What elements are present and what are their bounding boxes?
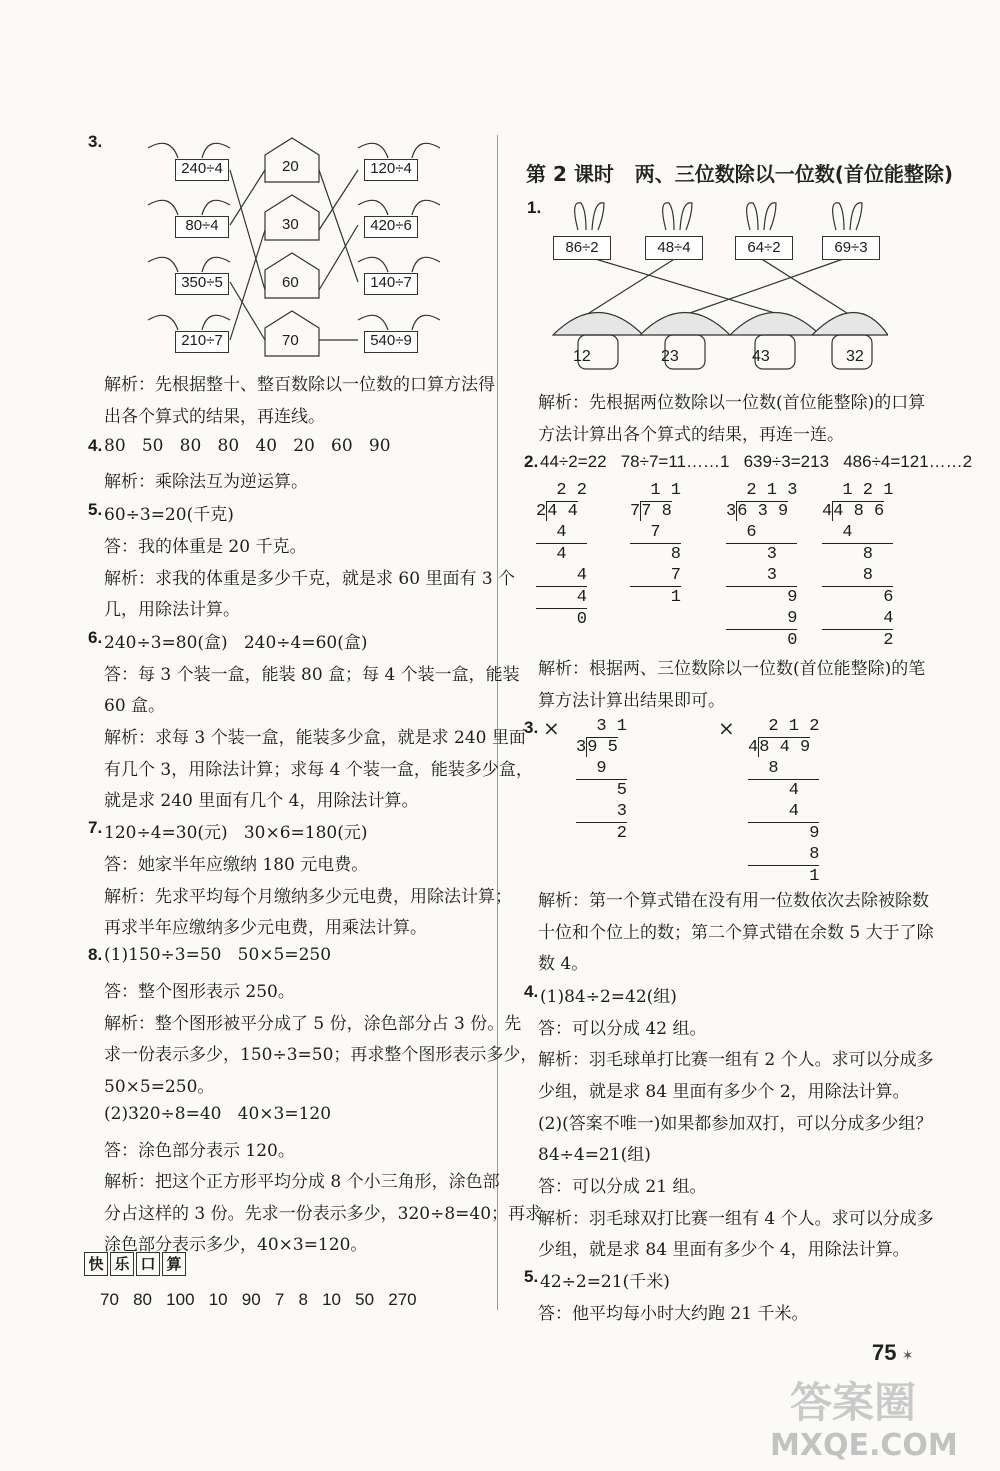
badge-char-1: 快 <box>84 1252 108 1276</box>
q5-answer: 答：我的体重是 20 千克。 <box>104 537 307 557</box>
r-q3-analysis-2: 十位和个位上的数；第二个算式错在余数 5 大于了除 <box>538 923 934 943</box>
q6-analysis-2: 有几个 3，用除法计算；求每 4 个装一盒，能装多少盒， <box>104 760 533 780</box>
bird-expr-right-1: 120÷4 <box>364 159 418 181</box>
bird-expr-1: 240÷4 <box>175 159 229 181</box>
house-value-2: 30 <box>282 216 299 233</box>
page-number: 75 <box>872 1340 897 1365</box>
r-q2-label: 2. <box>524 452 539 471</box>
q8-analysis-1-2: 求一份表示多少，150÷3=50；再求整个图形表示多少， <box>104 1045 538 1065</box>
star-icon: ✶ <box>901 1348 914 1364</box>
mushroom-value-4: 32 <box>846 348 864 365</box>
q8-equation-2: (2)320÷8=40 40×3=120 <box>104 1104 332 1124</box>
q6-answer-1: 答：每 3 个装一盒，能装 80 盒；每 4 个装一盒，能装 <box>104 665 520 685</box>
q6-equation: 240÷3=80(盒) 240÷4=60(盒) <box>104 633 368 653</box>
q6-analysis-1: 解析：求每 3 个装一盒，能装多少盒，就是求 240 里面 <box>104 728 526 748</box>
r-q4-label: 4. <box>524 982 539 1001</box>
r-q4-equation-1: (1)84÷2=42(组) <box>540 987 677 1007</box>
r-q4-answer-1: 答：可以分成 42 组。 <box>538 1019 707 1039</box>
r-q2-equations: 44÷2=22 78÷7=11……1 639÷3=213 486÷4=121……2 <box>540 452 973 471</box>
q5-analysis-2: 几，用除法计算。 <box>104 600 240 620</box>
r-q4-equation-2-intro: (2)(答案不唯一)如果都参加双打，可以分成多少组？ <box>538 1114 933 1134</box>
q8-analysis-2-3: 涂色部分表示多少，40×3=120。 <box>104 1235 368 1255</box>
q3-analysis-2: 出各个算式的结果，再连线。 <box>104 407 325 427</box>
r-q3-analysis-1: 解析：第一个算式错在没有用一位数依次去除被除数 <box>538 891 929 911</box>
r-q2-analysis-1: 解析：根据两、三位数除以一位数(首位能整除)的笔 <box>538 659 926 679</box>
mushroom-value-3: 43 <box>752 348 770 365</box>
q5-equation: 60÷3=20(千克) <box>104 505 234 525</box>
q8-analysis-1-1: 解析：整个图形被平分成了 5 份，涂色部分占 3 份。先 <box>104 1014 522 1034</box>
r-q3-wrong-mark-2: × <box>718 716 735 740</box>
mushroom-value-1: 12 <box>573 348 591 365</box>
r-q4-analysis-1-1: 解析：羽毛球单打比赛一组有 2 个人。求可以分成多 <box>538 1050 934 1070</box>
badge-char-3: 口 <box>136 1252 160 1276</box>
q8-label: 8. <box>88 945 103 964</box>
q4-answer: 80 50 80 80 40 20 60 90 <box>104 436 391 456</box>
mushroom-value-2: 23 <box>661 348 679 365</box>
r-q5-answer: 答：他平均每小时大约跑 21 千米。 <box>538 1304 809 1324</box>
r-q4-answer-2: 答：可以分成 21 组。 <box>538 1177 707 1197</box>
q4-analysis: 解析：乘除法互为逆运算。 <box>104 472 308 492</box>
bird-expr-2: 80÷4 <box>175 216 229 238</box>
r-q1-match-diagram <box>548 195 888 380</box>
q5-label: 5. <box>88 500 103 519</box>
long-division-849-4: 2 1 2 48 4 9 8 4 4 9 8 1 <box>748 717 820 886</box>
r-q3-wrong-mark-1: × <box>543 716 560 740</box>
q3-label: 3. <box>88 132 103 151</box>
r-q5-equation: 42÷2=21(千米) <box>540 1272 670 1292</box>
r-q1-label: 1. <box>527 198 542 217</box>
q8-analysis-2-2: 分占这样的 3 份。先求一份表示多少，320÷8=40；再求 <box>104 1204 543 1224</box>
long-division-486-4: 1 2 1 44 8 6 4 8 8 6 4 2 <box>822 481 894 650</box>
q7-answer: 答：她家半年应缴纳 180 元电费。 <box>104 855 369 875</box>
watermark-url: MXQE.COM <box>770 1428 958 1463</box>
page-number-badge <box>872 1340 914 1366</box>
q4-label: 4. <box>88 436 103 455</box>
r-q4-analysis-2-2: 少组，就是求 84 里面有多少个 4，用除法计算。 <box>538 1240 910 1260</box>
q6-answer-2: 60 盒。 <box>104 696 166 716</box>
bird-expr-right-3: 140÷7 <box>364 273 418 295</box>
q7-label: 7. <box>88 818 103 837</box>
q7-analysis-1: 解析：先求平均每个月缴纳多少元电费，用除法计算； <box>104 887 512 907</box>
r-q1-analysis-2: 方法计算出各个算式的结果，再连一连。 <box>538 425 844 445</box>
bird-expr-right-2: 420÷6 <box>364 216 418 238</box>
r-q3-analysis-3: 数 4。 <box>538 954 589 974</box>
r-q3-label: 3. <box>524 718 539 737</box>
q6-analysis-3: 就是求 240 里面有几个 4，用除法计算。 <box>104 791 419 811</box>
r-q4-equation-2: 84÷4=21(组) <box>538 1145 651 1165</box>
r-q4-analysis-2-1: 解析：羽毛球双打比赛一组有 4 个人。求可以分成多 <box>538 1209 934 1229</box>
long-division-95-3: 3 1 39 5 9 5 3 2 <box>576 717 628 843</box>
q8-equation-1: (1)150÷3=50 50×5=250 <box>104 945 332 965</box>
r-q1-analysis-1: 解析：先根据两位数除以一位数(首位能整除)的口算 <box>538 393 926 413</box>
bird-expr-4: 210÷7 <box>175 331 229 353</box>
rabbit-expr-1: 86÷2 <box>553 236 611 260</box>
kuaile-values: 70 80 100 10 90 7 8 10 50 270 <box>100 1290 417 1309</box>
rabbit-expr-3: 64÷2 <box>735 236 793 260</box>
bird-expr-right-4: 540÷9 <box>364 331 418 353</box>
q8-analysis-1-3: 50×5=250。 <box>104 1077 215 1097</box>
section-title: 第 2 课时 两、三位数除以一位数(首位能整除) <box>526 162 954 186</box>
kuaile-koususan-badge <box>84 1252 188 1276</box>
long-division-639-3: 2 1 3 36 3 9 6 3 3 9 9 0 <box>726 481 798 650</box>
watermark-logo: 答案圈 <box>790 1378 917 1427</box>
q5-analysis-1: 解析：求我的体重是多少千克，就是求 60 里面有 3 个 <box>104 569 516 589</box>
q7-equation: 120÷4=30(元) 30×6=180(元) <box>104 823 368 843</box>
q6-label: 6. <box>88 628 103 647</box>
rabbit-expr-2: 48÷4 <box>645 236 703 260</box>
r-q4-analysis-1-2: 少组，就是求 84 里面有多少个 2，用除法计算。 <box>538 1082 910 1102</box>
badge-char-2: 乐 <box>110 1252 134 1276</box>
q8-analysis-2-1: 解析：把这个正方形平均分成 8 个小三角形，涂色部 <box>104 1172 500 1192</box>
r-q5-label: 5. <box>524 1267 539 1286</box>
r-q2-analysis-2: 算方法计算出结果即可。 <box>538 691 725 711</box>
bird-expr-3: 350÷5 <box>175 273 229 295</box>
house-value-4: 70 <box>282 332 299 349</box>
long-division-78-7: 1 1 77 8 7 8 7 1 <box>630 481 682 607</box>
long-division-44-2: 2 2 24 4 4 4 4 4 0 <box>536 481 588 629</box>
q7-analysis-2: 再求半年应缴纳多少元电费，用乘法计算。 <box>104 918 427 938</box>
badge-char-4: 算 <box>162 1252 186 1276</box>
q8-answer-2: 答：涂色部分表示 120。 <box>104 1141 295 1161</box>
house-value-1: 20 <box>282 158 299 175</box>
q3-analysis-1: 解析：先根据整十、整百数除以一位数的口算方法得 <box>104 375 495 395</box>
q8-answer-1: 答：整个图形表示 250。 <box>104 982 295 1002</box>
rabbit-expr-4: 69÷3 <box>822 236 880 260</box>
house-value-3: 60 <box>282 274 299 291</box>
